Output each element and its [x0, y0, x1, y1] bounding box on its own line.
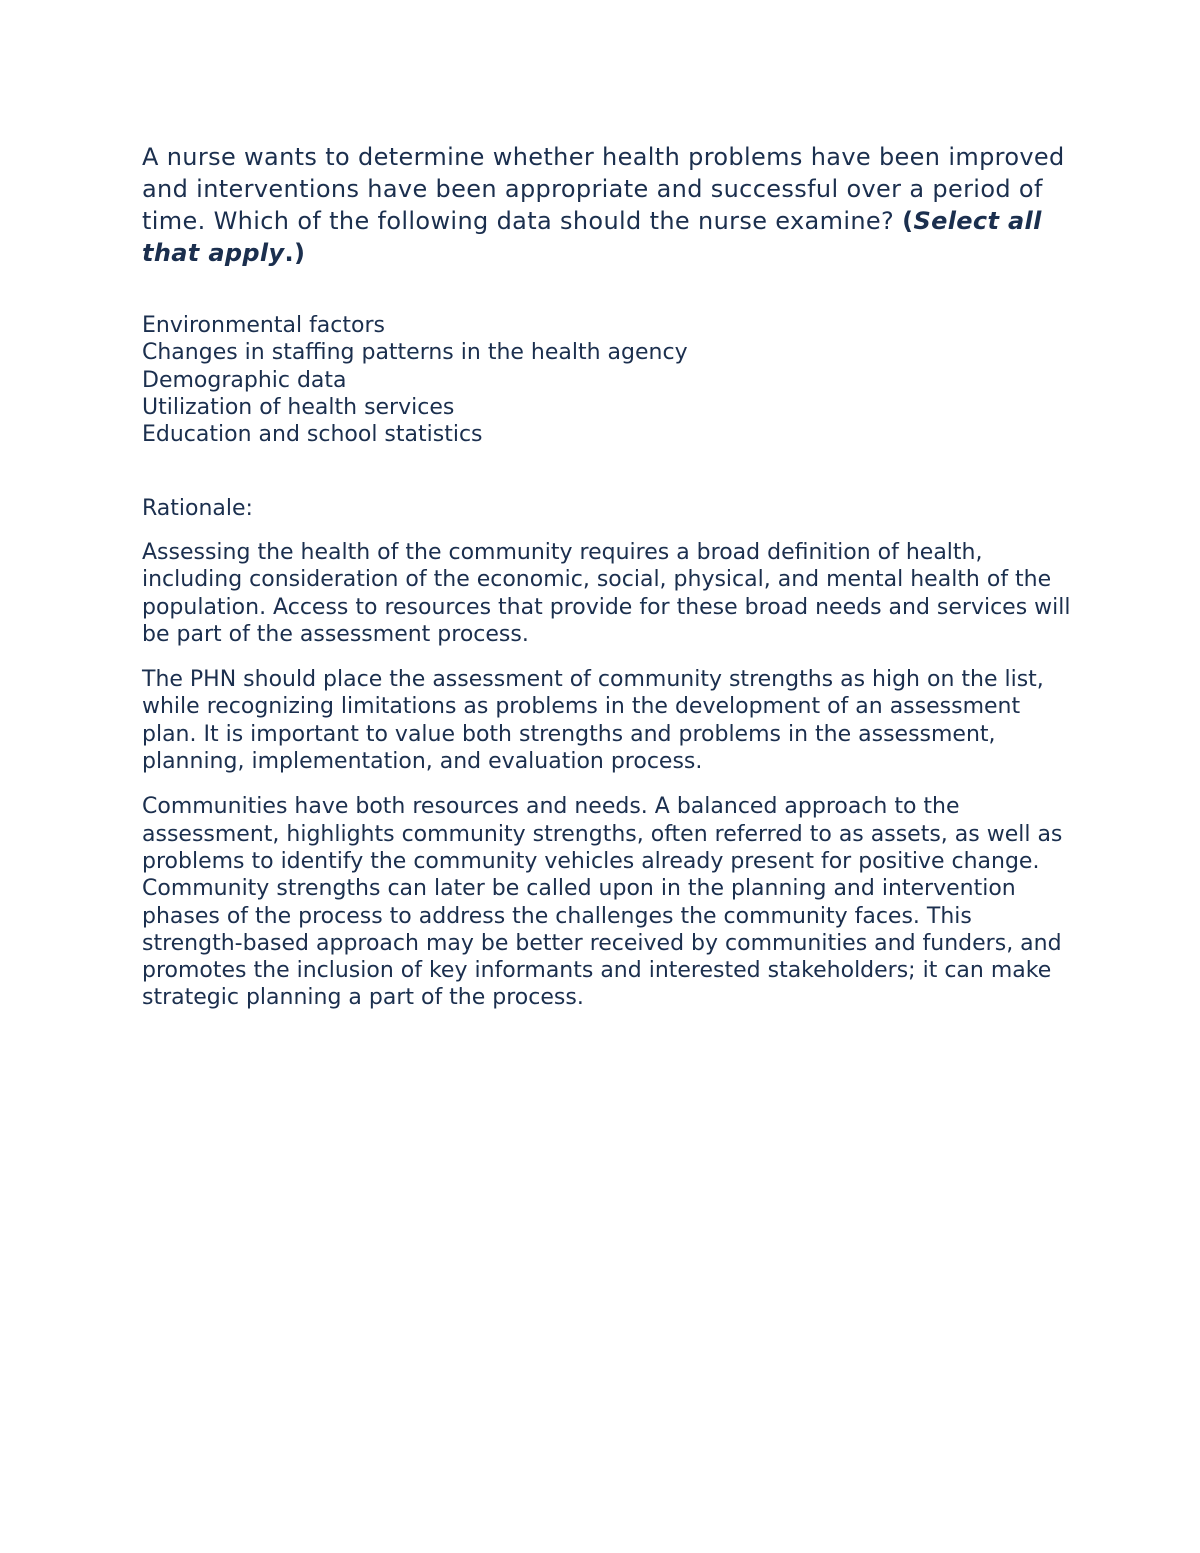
- rationale-heading: Rationale:: [142, 496, 253, 521]
- document-content: [142, 141, 1072, 1011]
- question-close: .): [284, 239, 306, 267]
- question-text: [142, 141, 1072, 269]
- answer-option: Education and school statistics: [142, 422, 483, 448]
- question-open-paren: (: [902, 207, 914, 235]
- rationale-paragraph: Assessing the health of the community requires a broad definition of health, including consideration of the economic, social, physical, and mental health of the population. Access to resources that provide for these broad needs and services will be part of the assessment process.: [142, 540, 1071, 647]
- question-stem: A nurse wants to determine whether health problems have been improved and interventions have been appropriate and successful over a period of time. Which of the following data should the nurse examine?: [142, 143, 1065, 235]
- rationale-body: [142, 539, 1072, 1030]
- answer-options: [142, 312, 688, 448]
- select-all-instruction: Select all that apply: [142, 207, 1042, 267]
- answer-option: Environmental factors: [142, 313, 385, 338]
- rationale-paragraph: The PHN should place the assessment of community strengths as high on the list, while recognizing limitations as problems in the development of an assessment plan. It is important to value both strengths and problems in the assessment, planning, implementation, and evaluation process.: [142, 667, 1044, 775]
- rationale-paragraph: Communities have both resources and needs. A balanced approach to the assessment, highlights community strengths, often referred to as assets, as well as problems to identify the community vehicles already present for positive change. Community strengths can later be called upon in the planning and intervention phases of the process to address the challenges the community faces. This strength-based approach may be better received by communities and funders, and promotes the inclusion of key informants and interested stakeholders; it can make strategic planning a part of the process.: [142, 794, 1063, 1011]
- answer-option: Changes in staffing patterns in the health agency: [142, 340, 688, 366]
- answer-option: Demographic data: [142, 367, 347, 393]
- answer-option: Utilization of health services: [142, 394, 455, 420]
